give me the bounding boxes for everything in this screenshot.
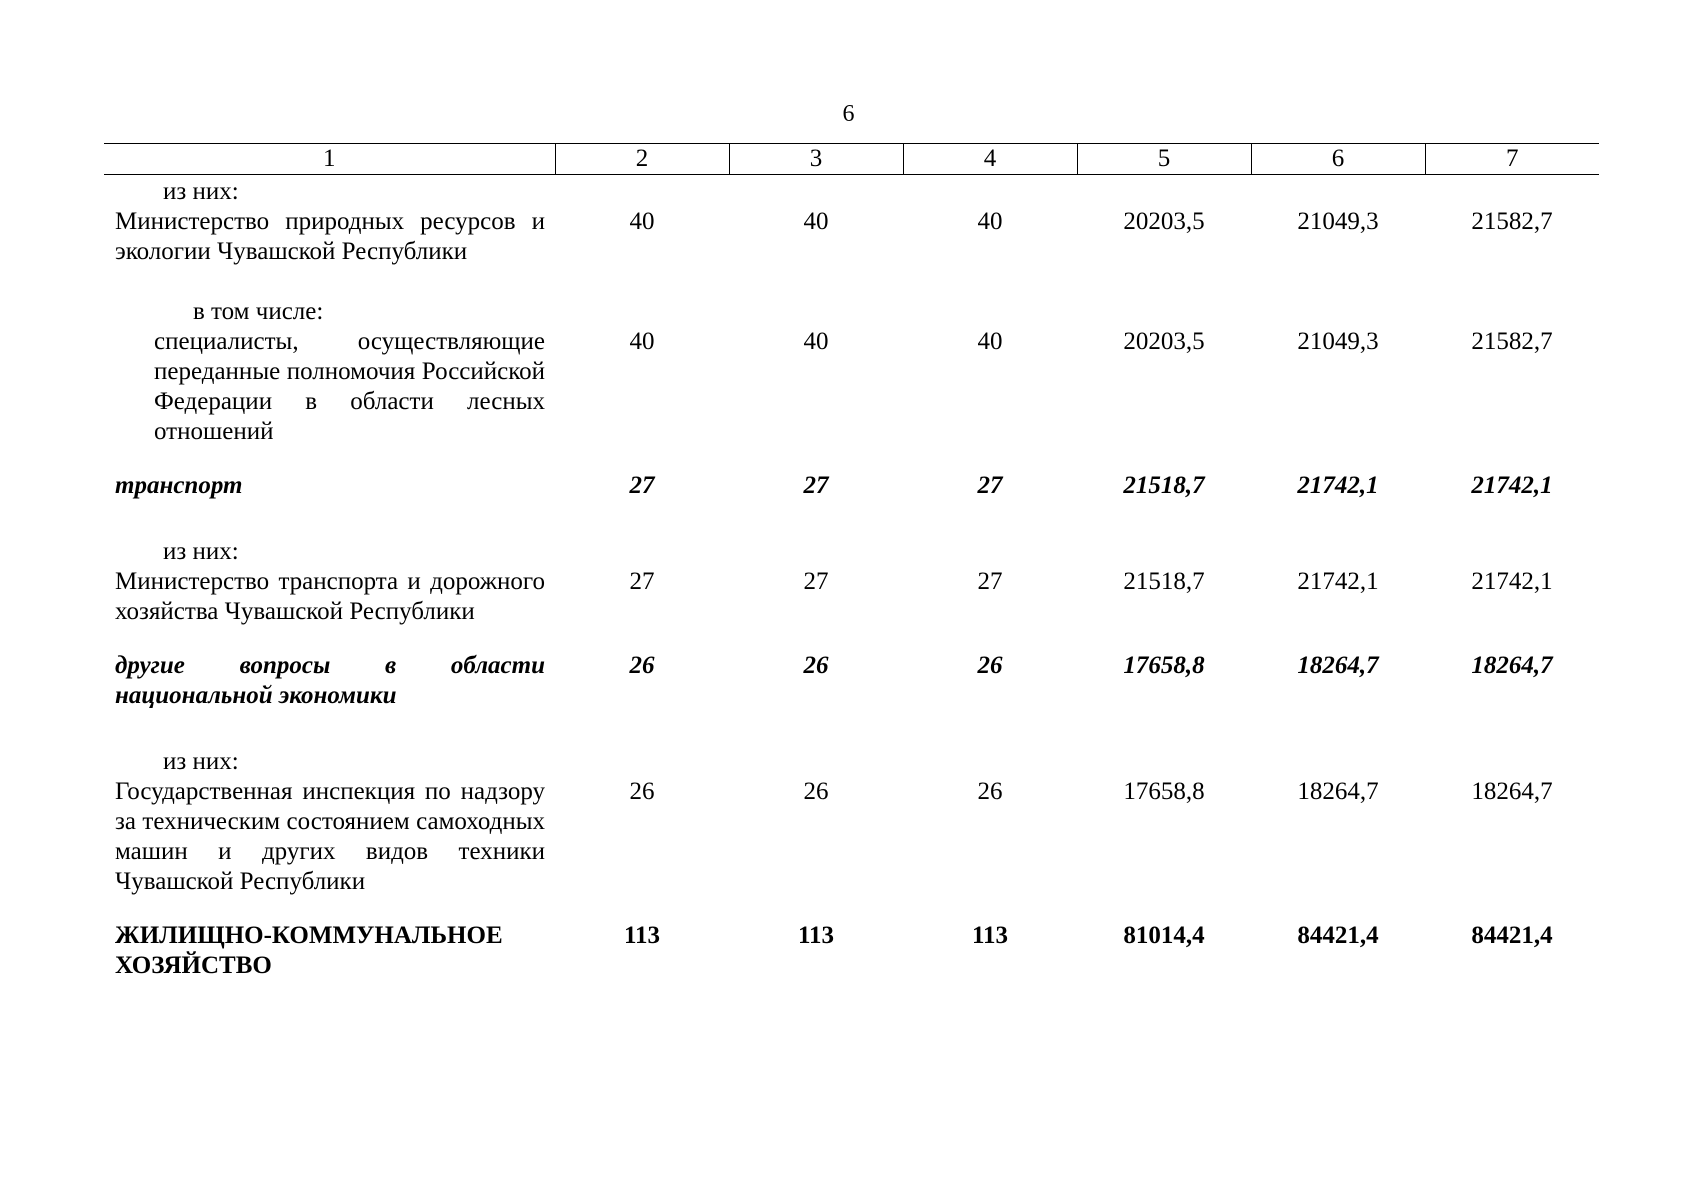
cell-value: 17658,8	[1123, 778, 1205, 805]
row-label-cell	[104, 471, 555, 537]
cell-value: 20203,5	[1123, 208, 1205, 235]
value-cell-col-5	[1077, 537, 1251, 651]
value-cell-col-6	[1251, 471, 1425, 537]
row-sublabel: из них:	[163, 748, 239, 775]
column-header-7: 7	[1425, 144, 1599, 175]
cell-value: 21582,7	[1471, 208, 1553, 235]
value-cell-col-3	[729, 537, 903, 651]
value-cell-col-4	[903, 651, 1077, 747]
cell-value: 40	[629, 328, 655, 355]
cell-value: 26	[629, 652, 655, 679]
page-number: 6	[842, 101, 855, 127]
value-cell-col-3	[729, 747, 903, 921]
column-header-1: 1	[104, 144, 555, 175]
value-cell-col-4	[903, 747, 1077, 921]
cell-value: 21742,1	[1297, 568, 1379, 595]
cell-value: 27	[977, 568, 1003, 595]
value-cell-col-5	[1077, 921, 1251, 981]
value-cell-col-7	[1425, 651, 1599, 747]
row-label-cell	[104, 537, 555, 651]
cell-value: 113	[623, 922, 661, 949]
table-row	[104, 297, 1599, 471]
value-cell-col-6	[1251, 651, 1425, 747]
cell-value: 18264,7	[1471, 778, 1553, 805]
table-row	[104, 175, 1599, 298]
value-cell-col-5	[1077, 175, 1251, 298]
value-cell-col-5	[1077, 747, 1251, 921]
row-sublabel: в том числе:	[193, 298, 324, 325]
cell-value: 26	[803, 652, 829, 679]
cell-value: 26	[629, 778, 655, 805]
value-cell-col-7	[1425, 297, 1599, 471]
table-row	[104, 651, 1599, 747]
row-label: специалисты, осуществляющие переданные полномочия Российской Федерации в области лесных отношений	[154, 328, 545, 445]
column-header-6: 6	[1251, 144, 1425, 175]
table-row	[104, 537, 1599, 651]
value-cell-col-4	[903, 175, 1077, 298]
row-label-cell	[104, 651, 555, 747]
value-cell-col-4	[903, 537, 1077, 651]
table-row	[104, 747, 1599, 921]
value-cell-col-3	[729, 175, 903, 298]
cell-value: 21582,7	[1471, 328, 1553, 355]
cell-value: 84421,4	[1297, 922, 1379, 949]
value-cell-col-7	[1425, 471, 1599, 537]
cell-value: 40	[629, 208, 655, 235]
row-label-cell	[104, 921, 555, 981]
row-label-cell	[104, 747, 555, 921]
cell-value: 81014,4	[1123, 922, 1205, 949]
value-cell-col-4	[903, 921, 1077, 981]
cell-value: 18264,7	[1297, 778, 1379, 805]
cell-value: 27	[629, 568, 655, 595]
cell-value: 40	[977, 328, 1003, 355]
value-cell-col-7	[1425, 921, 1599, 981]
header-row	[104, 144, 1599, 175]
table-row	[104, 921, 1599, 981]
cell-value: 21518,7	[1123, 568, 1205, 595]
cell-value: 27	[803, 472, 829, 499]
row-label: Министерство транспорта и дорожного хозяйства Чувашской Республики	[115, 568, 545, 625]
value-cell-col-3	[729, 921, 903, 981]
value-cell-col-3	[729, 471, 903, 537]
row-label: ЖИЛИЩНО-КОММУНАЛЬНОЕ ХОЗЯЙСТВО	[115, 922, 503, 979]
cell-value: 26	[803, 778, 829, 805]
cell-value: 113	[797, 922, 835, 949]
table-body	[104, 175, 1599, 982]
cell-value: 21742,1	[1297, 472, 1379, 499]
cell-value: 40	[803, 328, 829, 355]
cell-value: 113	[971, 922, 1009, 949]
cell-value: 21518,7	[1123, 472, 1205, 499]
row-label-cell	[104, 175, 555, 298]
cell-value: 18264,7	[1471, 652, 1553, 679]
value-cell-col-4	[903, 297, 1077, 471]
value-cell-col-2	[555, 651, 729, 747]
column-header-3: 3	[729, 144, 903, 175]
cell-value: 17658,8	[1123, 652, 1205, 679]
row-label: транспорт	[115, 472, 243, 499]
cell-value: 26	[977, 652, 1003, 679]
value-cell-col-6	[1251, 921, 1425, 981]
cell-value: 26	[977, 778, 1003, 805]
value-cell-col-7	[1425, 175, 1599, 298]
value-cell-col-3	[729, 651, 903, 747]
cell-value: 40	[977, 208, 1003, 235]
value-cell-col-7	[1425, 747, 1599, 921]
value-cell-col-2	[555, 297, 729, 471]
row-sublabel: из них:	[163, 538, 239, 565]
cell-value: 21049,3	[1297, 328, 1379, 355]
cell-value: 21049,3	[1297, 208, 1379, 235]
budget-table	[104, 143, 1599, 981]
value-cell-col-6	[1251, 747, 1425, 921]
value-cell-col-2	[555, 175, 729, 298]
row-label: Государственная инспекция по надзору за техническим состоянием самоходных машин и других видов техники Чувашской Республики	[115, 778, 545, 895]
column-header-4: 4	[903, 144, 1077, 175]
column-header-5: 5	[1077, 144, 1251, 175]
cell-value: 27	[977, 472, 1003, 499]
cell-value: 27	[803, 568, 829, 595]
cell-value: 40	[803, 208, 829, 235]
row-label: Министерство природных ресурсов и экологии Чувашской Республики	[115, 208, 545, 265]
cell-value: 21742,1	[1471, 472, 1553, 499]
value-cell-col-2	[555, 747, 729, 921]
value-cell-col-6	[1251, 297, 1425, 471]
row-sublabel: из них:	[163, 178, 239, 205]
table-row	[104, 471, 1599, 537]
column-header-2: 2	[555, 144, 729, 175]
value-cell-col-5	[1077, 651, 1251, 747]
value-cell-col-6	[1251, 537, 1425, 651]
value-cell-col-3	[729, 297, 903, 471]
row-label-cell	[104, 297, 555, 471]
value-cell-col-5	[1077, 471, 1251, 537]
value-cell-col-2	[555, 921, 729, 981]
row-label: другие вопросы в области национальной экономики	[115, 652, 545, 709]
value-cell-col-5	[1077, 297, 1251, 471]
cell-value: 21742,1	[1471, 568, 1553, 595]
cell-value: 27	[629, 472, 655, 499]
value-cell-col-2	[555, 537, 729, 651]
value-cell-col-2	[555, 471, 729, 537]
cell-value: 18264,7	[1297, 652, 1379, 679]
value-cell-col-4	[903, 471, 1077, 537]
value-cell-col-7	[1425, 537, 1599, 651]
cell-value: 84421,4	[1471, 922, 1553, 949]
value-cell-col-6	[1251, 175, 1425, 298]
cell-value: 20203,5	[1123, 328, 1205, 355]
